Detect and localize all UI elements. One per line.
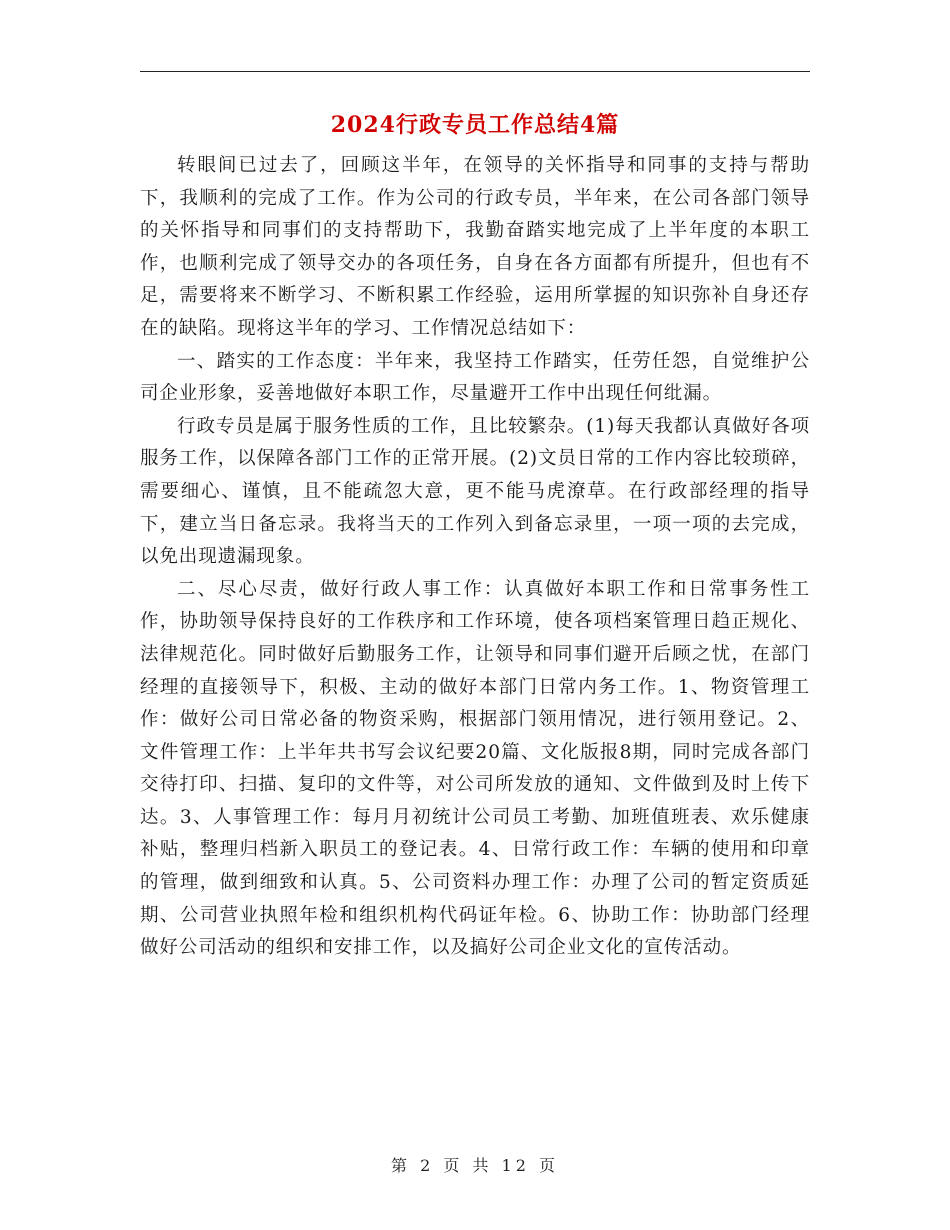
header-rule: [140, 71, 810, 72]
paragraph-work-attitude: 一、踏实的工作态度：半年来，我坚持工作踏实，任劳任怨，自觉维护公司企业形象，妥善地做好本职工作，尽量避开工作中出现任何纰漏。: [140, 350, 810, 405]
paragraph-admin-hr-work: 二、尽心尽责，做好行政人事工作：认真做好本职工作和日常事务性工作，协助领导保持良好的工作秩序和工作环境，使各项档案管理日趋正规化、法律规范化。同时做好后勤服务工作，让领导和同事们避开后顾之忧，在部门经理的直接领导下，积极、主动的做好本部门日常内务工作。1、物资管理工作：做好公司日常必备的物资采购，根据部门领用情况，进行领用登记。2、文件管理工作：上半年共书写会议纪要20篇、文化版报8期，同时完成各部门交待打印、扫描、复印的文件等，对公司所发放的通知、文件做到及时上传下达。3、人事管理工作：每月月初统计公司员工考勤、加班值班表、欢乐健康补贴，整理归档新入职员工的登记表。4、日常行政工作：车辆的使用和印章的管理，做到细致和认真。5、公司资料办理工作：办理了公司的暂定资质延期、公司营业执照年检和组织机构代码证年检。6、协助工作：协助部门经理做好公司活动的组织和安排工作，以及搞好公司企业文化的宣传活动。: [140, 578, 810, 959]
document-body: [140, 150, 810, 965]
page-number: 第 2 页 共 12 页: [391, 1156, 559, 1175]
document-title: 2024行政专员工作总结4篇: [330, 112, 620, 138]
paragraph-service-work: 行政专员是属于服务性质的工作，且比较繁杂。(1)每天我都认真做好各项服务工作，以保障各部门工作的正常开展。(2)文员日常的工作内容比较琐碎，需要细心、谨慎，且不能疏忽大意，更不能马虎潦草。在行政部经理的指导下，建立当日备忘录。我将当天的工作列入到备忘录里，一项一项的去完成，以免出现遗漏现象。: [140, 415, 810, 568]
paragraph-intro: 转眼间已过去了，回顾这半年，在领导的关怀指导和同事的支持与帮助下，我顺利的完成了工作。作为公司的行政专员，半年来，在公司各部门领导的关怀指导和同事们的支持帮助下，我勤奋踏实地完成了上半年度的本职工作，也顺利完成了领导交办的各项任务，自身在各方面都有所提升，但也有不足，需要将来不断学习、不断积累工作经验，运用所掌握的知识弥补自身还存在的缺陷。现将这半年的学习、工作情况总结如下：: [140, 155, 810, 339]
